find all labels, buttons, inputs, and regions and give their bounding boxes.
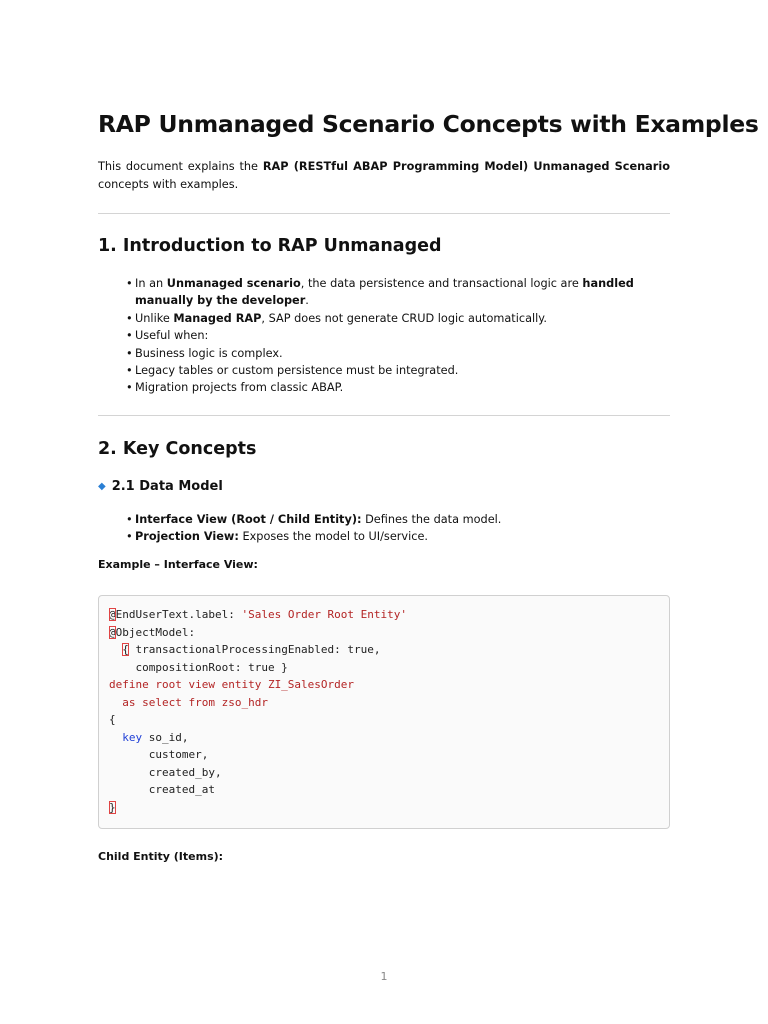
list-item: • Projection View: Exposes the model to UI/service.: [126, 528, 670, 545]
section-heading-key-concepts: 2. Key Concepts: [98, 439, 257, 459]
introduction-list: [126, 275, 670, 397]
list-item: • Migration projects from classic ABAP.: [126, 379, 670, 396]
data-model-list: [126, 511, 670, 546]
divider: [98, 213, 670, 214]
subsection-heading-data-model: ◆ 2.1 Data Model: [98, 479, 223, 494]
list-item: • Business logic is complex.: [126, 345, 670, 362]
list-item: • Interface View (Root / Child Entity): Defines the data model.: [126, 511, 670, 528]
code-block: [98, 595, 670, 829]
list-item: • In an Unmanaged scenario, the data persistence and transactional logic are handled manually by the developer.: [126, 275, 670, 310]
page-number: 1: [380, 970, 388, 983]
list-item: • Unlike Managed RAP, SAP does not generate CRUD logic automatically.: [126, 310, 670, 327]
section-heading-introduction: 1. Introduction to RAP Unmanaged: [98, 236, 442, 256]
list-item: • Legacy tables or custom persistence must be integrated.: [126, 362, 670, 379]
list-item: • Useful when:: [126, 327, 670, 344]
document-title: RAP Unmanaged Scenario Concepts with Examples: [98, 110, 759, 138]
code-text: @EndUserText.label: 'Sales Order Root Entity' @ObjectModel: { transactionalProcessingEnabled: true, compositionRoot: true } define root view entity ZI_SalesOrder as select from zso_hdr { key so_id, customer, created_by, created_at }: [109, 608, 408, 814]
intro-paragraph: This document explains the RAP (RESTful ABAP Programming Model) Unmanaged Scenario concepts with examples.: [98, 160, 670, 191]
divider: [98, 415, 670, 416]
diamond-icon: ◆: [98, 481, 106, 492]
example-label: Example – Interface View:: [98, 558, 258, 571]
child-entity-label: Child Entity (Items):: [98, 850, 224, 863]
